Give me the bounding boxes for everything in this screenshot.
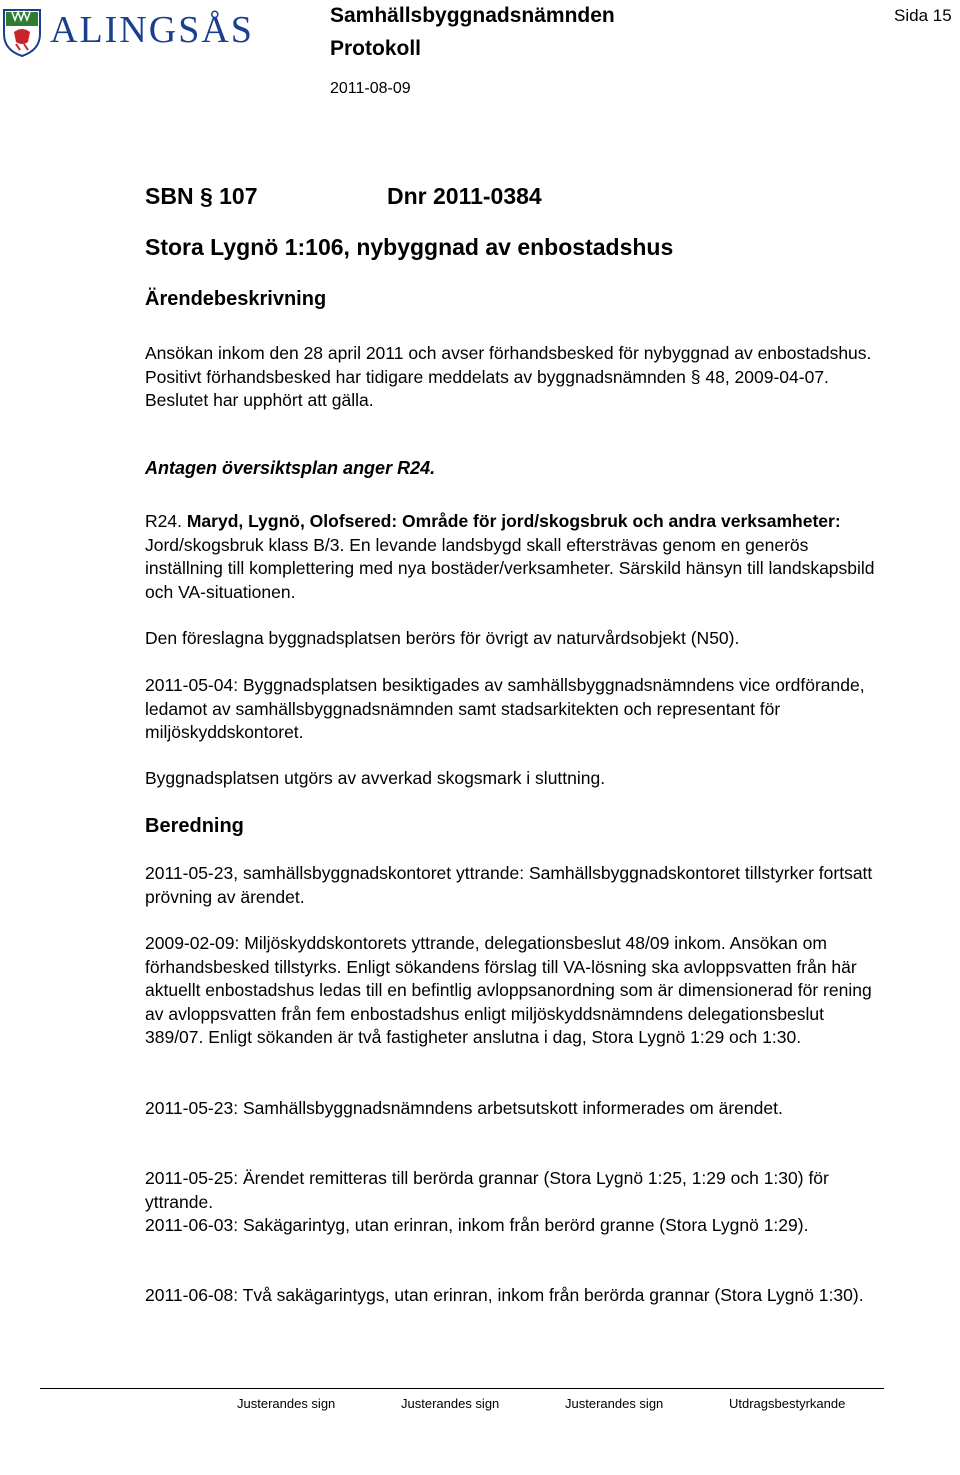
prep-paragraph-5: 2011-06-03: Sakägarintyg, utan erinran, inkom från berörd granne (Stora Lygnö 1:29).: [145, 1215, 809, 1235]
prep-paragraph-3: 2011-05-23: Samhällsbyggnadsnämndens arbetsutskott informerades om ärendet.: [145, 1098, 783, 1118]
case-number: SBN § 107: [145, 183, 258, 209]
prep-paragraph-2: 2009-02-09: Miljöskyddskontorets yttrande, delegationsbeslut 48/09 inkom. Ansökan om förhandsbesked tillstyrks. Enligt sökandens förslag till VA-lösning ska avloppsvatten från här aktuellt enbostadshus ledas till en befintlig avloppsanordning som är dimensionerad för rening av avloppsvatten från fem enbostadshus enligt miljöskyddsnämndens delegationsbeslut 389/07. Enligt sökanden är två fastigheter anslutna i dag, Stora Lygnö 1:29 och 1:30.: [145, 933, 872, 1047]
plan-text: Jord/skogsbruk klass B/3. En levande landsbygd skall eftersträvas genom en generös inställning till komplettering med nya bostäder/verksamheter. Särskild hänsyn till landskapsbild och VA-situationen.: [145, 534, 875, 602]
prep-paragraph-1: 2011-05-23, samhällsbyggnadskontoret yttrande: Samhällsbyggnadskontoret tillstyrker fortsatt prövning av ärendet.: [145, 863, 873, 907]
committee-name: Samhällsbyggnadsnämnden: [330, 4, 615, 27]
footer-divider: [40, 1388, 884, 1389]
preparation-heading: Beredning: [145, 815, 244, 837]
plan-heading: Antagen översiktsplan anger R24.: [145, 458, 436, 478]
case-title: Stora Lygnö 1:106, nybyggnad av enbostadshus: [145, 234, 674, 260]
signature-field-2: Justerandes sign: [401, 1396, 500, 1411]
prep-paragraph-4: 2011-05-25: Ärendet remitteras till berörda grannar (Stora Lygnö 1:25, 1:29 och 1:30) för yttrande.: [145, 1168, 829, 1212]
registration-number: Dnr 2011-0384: [387, 183, 542, 209]
extract-certification: Utdragsbestyrkande: [729, 1396, 846, 1411]
plan-paragraph: [145, 510, 875, 604]
inspection-paragraph: 2011-05-04: Byggnadsplatsen besiktigades av samhällsbyggnadsnämndens vice ordförande, ledamot av samhällsbyggnadsnämnden samt stadsarkitekten och representant för miljöskyddskontoret.: [145, 675, 865, 742]
plan-area: Maryd, Lygnö, Olofsered: Område för jord/skogsbruk och andra verksamheter:: [186, 511, 841, 531]
municipality-logo: [2, 6, 260, 58]
page-number: Sida 15: [894, 6, 952, 25]
prep-paragraph-6: 2011-06-08: Två sakägarintygs, utan erinran, inkom från berörda grannar (Stora Lygnö 1:30).: [145, 1285, 864, 1305]
plan-code: R24.: [145, 511, 182, 531]
signature-field-1: Justerandes sign: [237, 1396, 336, 1411]
document-type: Protokoll: [330, 37, 422, 60]
description-paragraph: [145, 342, 875, 413]
signature-field-3: Justerandes sign: [565, 1396, 664, 1411]
coat-of-arms-icon: [2, 6, 42, 58]
meeting-date: 2011-08-09: [330, 80, 411, 97]
site-paragraph: Byggnadsplatsen utgörs av avverkad skogsmark i sluttning.: [145, 768, 606, 788]
description-text: Ansökan inkom den 28 april 2011 och avser förhandsbesked för nybyggnad av enbostadshus. Positivt förhandsbesked har tidigare meddelats av byggnadsnämnden § 48, 2009-04-07. Beslutet har upphört att gälla.: [145, 343, 872, 410]
nature-paragraph: Den föreslagna byggnadsplatsen berörs för övrigt av naturvårdsobjekt (N50).: [145, 628, 740, 648]
description-heading: Ärendebeskrivning: [145, 288, 327, 310]
logo-text: ALINGSÅS: [50, 9, 254, 51]
